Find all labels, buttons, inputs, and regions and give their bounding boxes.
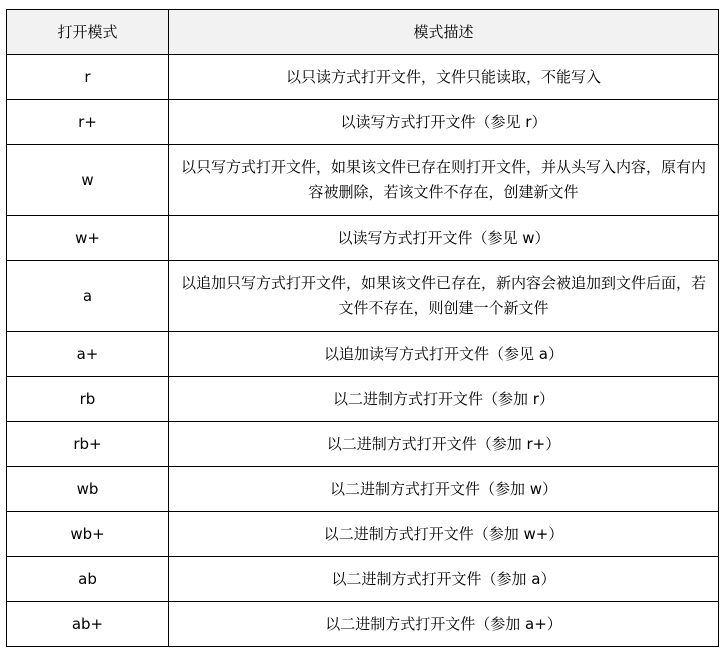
mode-cell: wb+ (7, 512, 169, 557)
description-cell: 以读写方式打开文件（参见 r） (169, 100, 719, 145)
header-open-mode: 打开模式 (7, 10, 169, 55)
file-open-modes-table (6, 9, 719, 647)
table-row (7, 557, 719, 602)
description-cell: 以追加只写方式打开文件，如果该文件已存在，新内容会被追加到文件后面，若文件不存在，则创建一个新文件 (169, 261, 719, 332)
table-body (7, 55, 719, 647)
description-cell: 以二进制方式打开文件（参加 w） (169, 467, 719, 512)
description-cell: 以二进制方式打开文件（参加 a） (169, 557, 719, 602)
mode-cell: r+ (7, 100, 169, 145)
description-cell: 以二进制方式打开文件（参加 r） (169, 377, 719, 422)
table-row (7, 377, 719, 422)
mode-cell: w (7, 145, 169, 216)
table-row (7, 216, 719, 261)
table-row (7, 512, 719, 557)
table-row (7, 332, 719, 377)
table-row (7, 261, 719, 332)
mode-cell: r (7, 55, 169, 100)
description-cell: 以只读方式打开文件，文件只能读取，不能写入 (169, 55, 719, 100)
description-cell: 以只写方式打开文件，如果该文件已存在则打开文件，并从头写入内容，原有内容被删除，若该文件不存在，创建新文件 (169, 145, 719, 216)
mode-cell: w+ (7, 216, 169, 261)
table-row (7, 467, 719, 512)
table-header (7, 10, 719, 55)
table-row (7, 145, 719, 216)
mode-cell: ab+ (7, 602, 169, 647)
table-row (7, 602, 719, 647)
mode-cell: ab (7, 557, 169, 602)
mode-cell: rb+ (7, 422, 169, 467)
description-cell: 以二进制方式打开文件（参加 w+） (169, 512, 719, 557)
table-row (7, 100, 719, 145)
description-cell: 以追加读写方式打开文件（参见 a） (169, 332, 719, 377)
mode-cell: a (7, 261, 169, 332)
mode-cell: wb (7, 467, 169, 512)
header-mode-description: 模式描述 (169, 10, 719, 55)
description-cell: 以二进制方式打开文件（参加 a+） (169, 602, 719, 647)
header-row (7, 10, 719, 55)
description-cell: 以读写方式打开文件（参见 w） (169, 216, 719, 261)
mode-cell: a+ (7, 332, 169, 377)
table-row (7, 55, 719, 100)
mode-cell: rb (7, 377, 169, 422)
description-cell: 以二进制方式打开文件（参加 r+） (169, 422, 719, 467)
table-row (7, 422, 719, 467)
